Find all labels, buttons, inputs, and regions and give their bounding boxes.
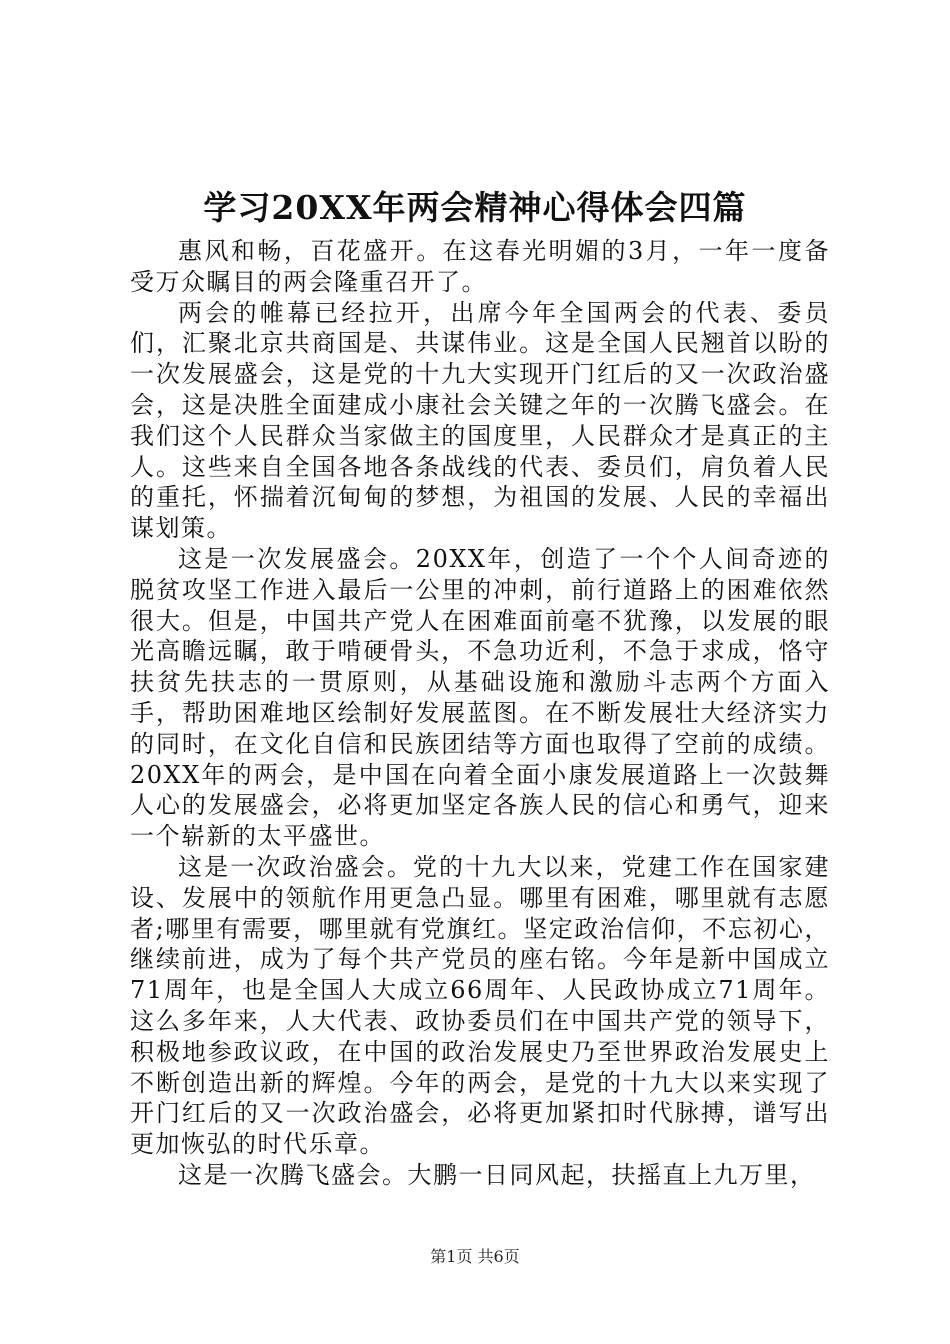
document-title: 学习20XX年两会精神心得体会四篇 [203,188,747,227]
paragraph-2: 两会的帷幕已经拉开，出席今年全国两会的代表、委员们，汇聚北京共商国是、共谋伟业。这是全国人民翘首以盼的一次发展盛会，这是党的十九大实现开门红后的又一次政治盛会，这是决胜全面建成小康社会关键之年的一次腾飞盛会。在我们这个人民群众当家做主的国度里，人民群众才是真正的主人。这些来自全国各地各条战线的代表、委员们，肩负着人民的重托，怀揣着沉甸甸的梦想，为祖国的发展、人民的幸福出谋划策。 [130,298,830,543]
paragraph-4: 这是一次政治盛会。党的十九大以来，党建工作在国家建设、发展中的领航作用更急凸显。哪里有困难，哪里就有志愿者;哪里有需要，哪里就有党旗红。坚定政治信仰，不忘初心，继续前进，成为了每个共产党员的座右铭。今年是新中国成立71周年，也是全国人大成立66周年、人民政协成立71周年。这么多年来，人大代表、政协委员们在中国共产党的领导下，积极地参政议政，在中国的政治发展史乃至世界政治发展史上不断创造出新的辉煌。今年的两会，是党的十九大以来实现了开门红后的又一次政治盛会，必将更加紧扣时代脉搏，谱写出更加恢弘的时代乐章。 [130,852,830,1159]
page-number-footer: 第1页 共6页 [430,1247,520,1266]
paragraph-3: 这是一次发展盛会。20XX年，创造了一个个人间奇迹的脱贫攻坚工作进入最后一公里的冲刺，前行道路上的困难依然很大。但是，中国共产党人在困难面前毫不犹豫，以发展的眼光高瞻远瞩，敢于啃硬骨头，不急功近利，不急于求成，恪守扶贫先扶志的一贯原则，从基础设施和激励斗志两个方面入手，帮助困难地区绘制好发展蓝图。在不断发展壮大经济实力的同时，在文化自信和民族团结等方面也取得了空前的成绩。20XX年的两会，是中国在向着全面小康发展道路上一次鼓舞人心的发展盛会，必将更加坚定各族人民的信心和勇气，迎来一个崭新的太平盛世。 [130,544,830,851]
paragraph-1: 惠风和畅，百花盛开。在这春光明媚的3月，一年一度备受万众瞩目的两会隆重召开了。 [130,237,830,296]
paragraph-5: 这是一次腾飞盛会。大鹏一日同风起，扶摇直上九万里， [178,1160,816,1189]
document-body [130,236,830,1191]
